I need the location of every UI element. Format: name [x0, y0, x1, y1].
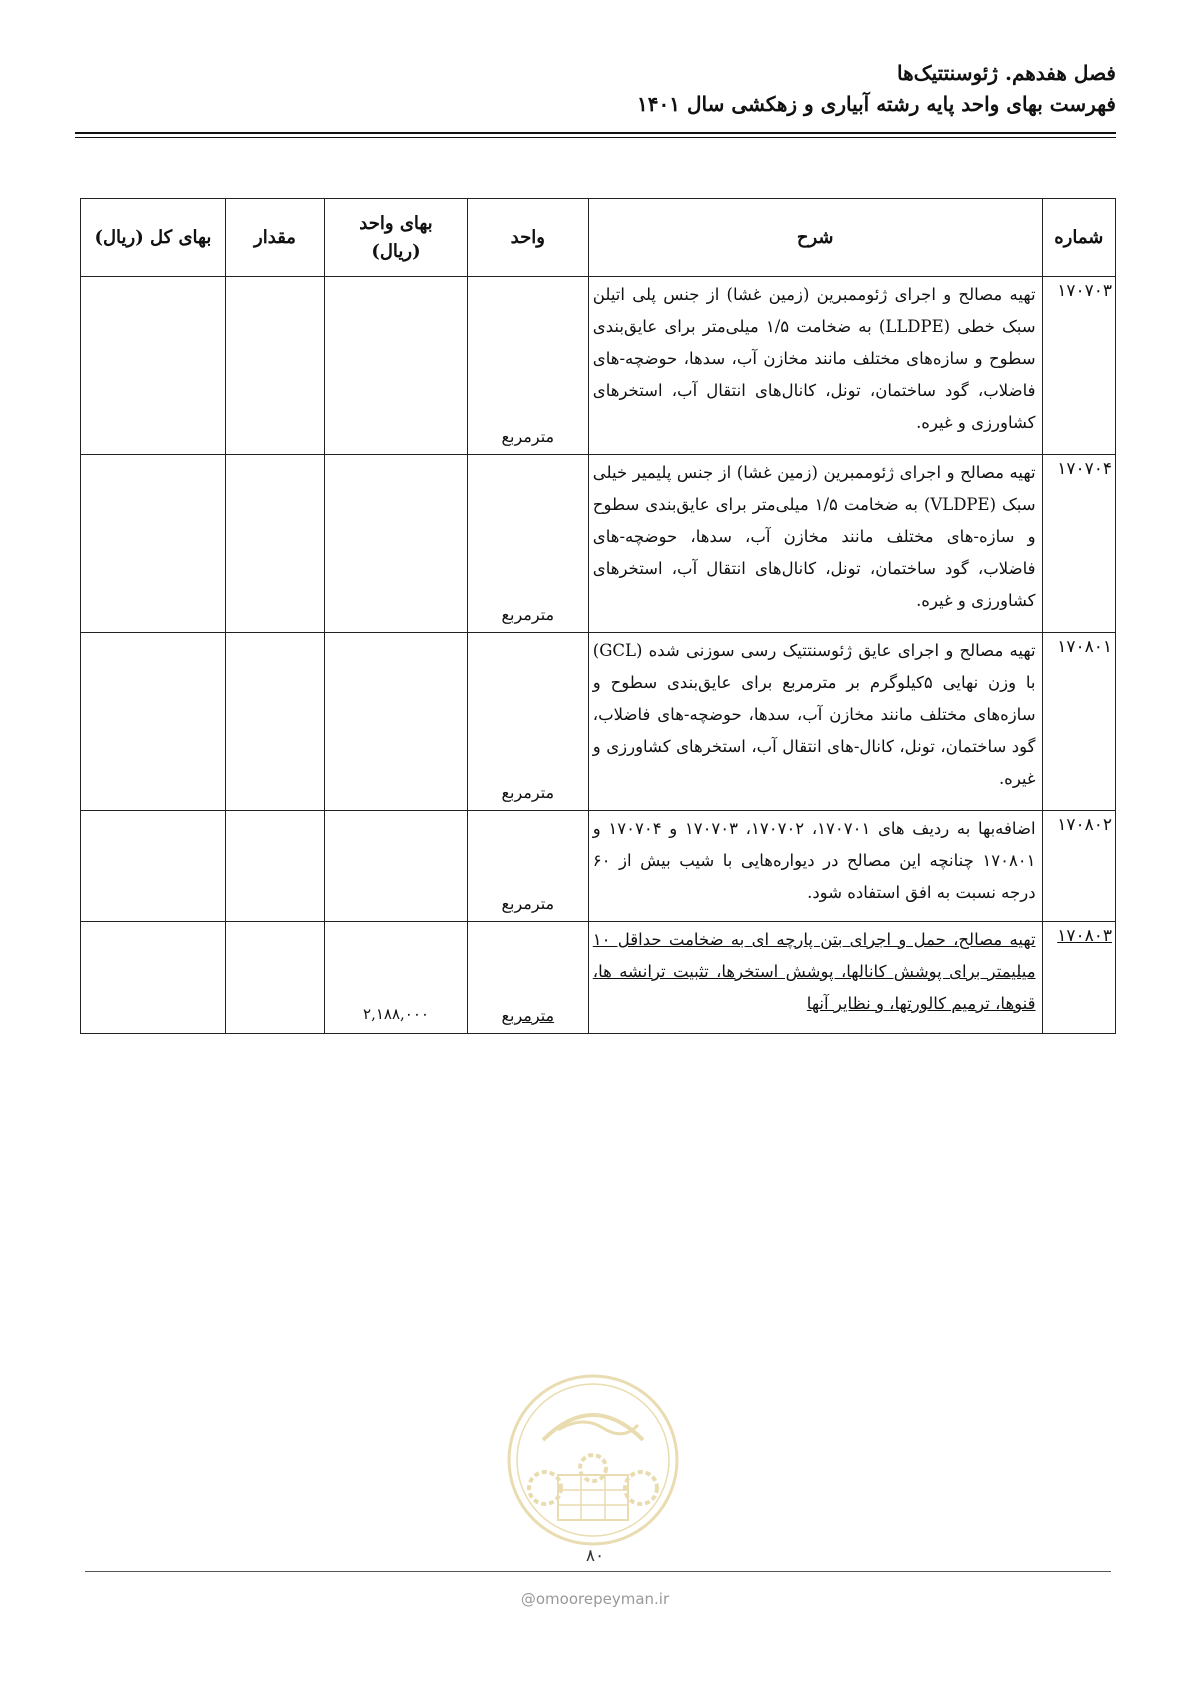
item-total-price [81, 922, 226, 1034]
table-row [81, 922, 1116, 1034]
item-unit-price [325, 277, 468, 455]
document-subtitle: فهرست بهای واحد پایه رشته آبیاری و زهکشی سال ۱۴۰۱ [637, 92, 1116, 116]
item-description-cell [588, 277, 1042, 455]
item-unit: مترمربع [467, 922, 588, 1034]
item-description-cell [588, 811, 1042, 922]
footer-rule [85, 1571, 1111, 1572]
item-quantity [225, 633, 324, 811]
header-rule-thick [75, 132, 1116, 134]
item-total-price [81, 811, 226, 922]
item-description-cell [588, 633, 1042, 811]
item-unit: مترمربع [467, 633, 588, 811]
item-unit: مترمربع [467, 455, 588, 633]
item-description: تهیه مصالح، حمل و اجرای بتن پارچه ای به ضخامت حداقل ۱۰ میلیمتر برای پوشش کانالها، پوشش استخرها، تثبیت ترانشه ها، قنوها، ترمیم کالورتها، و نظایر آنها [592, 930, 1036, 1013]
item-code: ۱۷۰۷۰۳ [1042, 277, 1115, 455]
item-description-cell [588, 922, 1042, 1034]
column-header-unit: واحد [467, 199, 588, 277]
item-description: تهیه مصالح و اجرای ژئوممبرین (زمین غشا) از جنس پلیمیر خیلی سبک (VLDPE) به ضخامت ۱/۵ میلی‌متر برای عایق‌بندی سطوح و سازه-های مختلف مانند مخازن آب، سدها، حوضچه-های فاضلاب، گود ساختمان، تونل، کانال‌های انتقال آب، استخرهای کشاورزی و غیره. [592, 463, 1036, 610]
table-row [81, 633, 1116, 811]
item-description-cell [588, 455, 1042, 633]
item-description: اضافه‌بها به ردیف های ۱۷۰۷۰۱، ۱۷۰۷۰۲، ۱۷۰۷۰۳ و ۱۷۰۷۰۴ و ۱۷۰۸۰۱ چنانچه این مصالح در دیواره‌هایی با شیب بیش از ۶۰ درجه نسبت به افق استفاده شود. [592, 819, 1036, 902]
item-unit-price [325, 633, 468, 811]
page-number: ۸۰ [585, 1546, 605, 1566]
table-row [81, 277, 1116, 455]
column-header-code: شماره [1042, 199, 1115, 277]
table-row [81, 811, 1116, 922]
item-unit: مترمربع [467, 811, 588, 922]
header-rule-thin [75, 137, 1116, 138]
item-description: تهیه مصالح و اجرای ژئوممبرین (زمین غشا) از جنس پلی اتیلن سبک خطی (LLDPE) به ضخامت ۱/۵ میلی‌متر برای عایق‌بندی سطوح و سازه‌های مختلف مانند مخازن آب، سدها، حوضچه-های فاضلاب، گود ساختمان، تونل، کانال‌های انتقال آب، استخرهای کشاورزی و غیره. [592, 285, 1036, 432]
table-header-row [81, 199, 1116, 277]
item-description: تهیه مصالح و اجرای عایق ژئوسنتتیک رسی سوزنی شده (GCL) با وزن نهایی ۵کیلوگرم بر مترمربع برای عایق‌بندی سطوح و سازه‌های مختلف مانند مخازن آب، سدها، حوضچه-های فاضلاب، گود ساختمان، تونل، کانال-های انتقال آب، استخرهای کشاورزی و غیره. [592, 641, 1036, 788]
price-table [80, 198, 1116, 1034]
item-total-price [81, 455, 226, 633]
item-quantity [225, 455, 324, 633]
website-link[interactable]: @omoorepeyman.ir [520, 1590, 670, 1608]
page-header [75, 58, 1116, 120]
omoorepeyman-seal-icon [503, 1370, 683, 1550]
item-code: ۱۷۰۷۰۴ [1042, 455, 1115, 633]
item-quantity [225, 922, 324, 1034]
unit-price-header-text: بهای واحد (ریال) [359, 212, 433, 262]
column-header-unit-price [325, 199, 468, 277]
item-unit: مترمربع [467, 277, 588, 455]
item-quantity [225, 811, 324, 922]
item-unit-price [325, 811, 468, 922]
item-unit-price: ۲,۱۸۸,۰۰۰ [325, 922, 468, 1034]
item-quantity [225, 277, 324, 455]
item-code: ۱۷۰۸۰۱ [1042, 633, 1115, 811]
table-row [81, 455, 1116, 633]
item-total-price [81, 277, 226, 455]
item-unit-price [325, 455, 468, 633]
item-total-price [81, 633, 226, 811]
chapter-title: فصل هفدهم. ژئوسنتتیک‌ها [897, 61, 1116, 85]
item-code: ۱۷۰۸۰۲ [1042, 811, 1115, 922]
item-code: ۱۷۰۸۰۳ [1042, 922, 1115, 1034]
column-header-quantity: مقدار [225, 199, 324, 277]
column-header-total-price: بهای کل (ریال) [81, 199, 226, 277]
column-header-description: شرح [588, 199, 1042, 277]
